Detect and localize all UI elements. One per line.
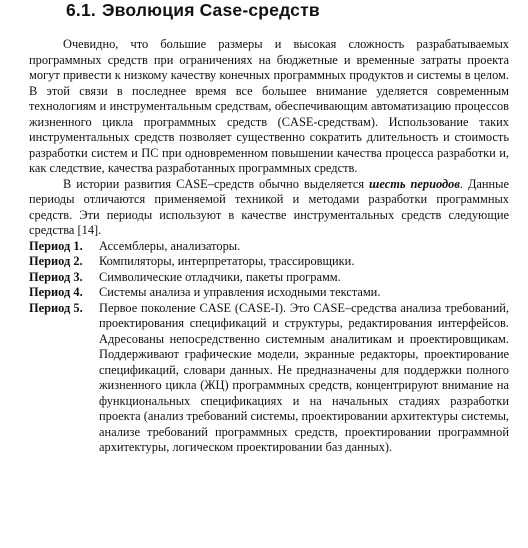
periods-intro-paragraph: [29, 177, 509, 239]
section-title: Эволюция Case-средств: [102, 0, 320, 20]
section-heading: [66, 0, 320, 20]
periods-intro-before: В истории развития CASE–средств обычно выделяется: [63, 176, 370, 191]
period-item: [29, 239, 509, 255]
document-body: [29, 37, 509, 456]
period-text: Системы анализа и управления исходными текстами.: [99, 285, 381, 299]
period-item: [29, 285, 509, 301]
periods-list: [29, 239, 509, 456]
period-label: Период 2.: [29, 254, 83, 268]
intro-paragraph: Очевидно, что большие размеры и высокая сложность разрабатываемых программных средств при ограничениях на бюджетные и временные затраты проекта могут привести к низкому качеству конечных программных продуктов и системы в целом. В этой связи в последнее время все большее внимание уделяется современным технологиям и инструментальным средствам, обеспечивающим автоматизацию процессов жизненного цикла программных средств (CASE-средствам). Использование таких инструментальных средств позволяет существенно сократить длительность и стоимость разработки систем и ПС при одновременном повышении качества процесса разработки и, как следствие, качества разработанных программных средств.: [29, 37, 509, 175]
period-label: Период 3.: [29, 269, 83, 284]
periods-intro-after: . Данные периоды отличаются применяемой техникой и методами разработки программных средств. Эти периоды используют в качестве инструментальных средств следующие средства [14].: [29, 176, 509, 237]
period-item: [29, 254, 509, 270]
period-item: [29, 270, 509, 286]
period-label: Период 1.: [29, 238, 83, 253]
section-number: 6.1.: [66, 0, 96, 20]
periods-intro-emphasis: шесть периодов: [369, 176, 460, 191]
period-text: Ассемблеры, анализаторы.: [99, 238, 241, 253]
period-label: Период 5.: [29, 300, 83, 315]
period-text: Первое поколение CASE (CASE-I). Это CASE–средства анализа требований, проектирования спецификаций и структуры, редактирования интерфейсов. Адресованы непосредственно системным аналитикам и проектировщикам. Поддерживают графические модели, экранные редакторы, проектирование спецификаций, словари данных. Не предназначены для поддержки полного жизненного цикла (ЖЦ) программных средств, концентрируют внимание на функциональных спецификациях и на начальных стадиях разработки проекта (анализ требований системы, проектировании архитектуры системы, анализе требований программных средств, проектировании программной архитектуры, логическом проектировании баз данных).: [99, 300, 509, 454]
period-label: Период 4.: [29, 285, 83, 299]
period-text: Компиляторы, интерпретаторы, трассировщики.: [99, 254, 355, 268]
period-item: [29, 301, 509, 456]
period-text: Символические отладчики, пакеты программ.: [99, 269, 341, 284]
